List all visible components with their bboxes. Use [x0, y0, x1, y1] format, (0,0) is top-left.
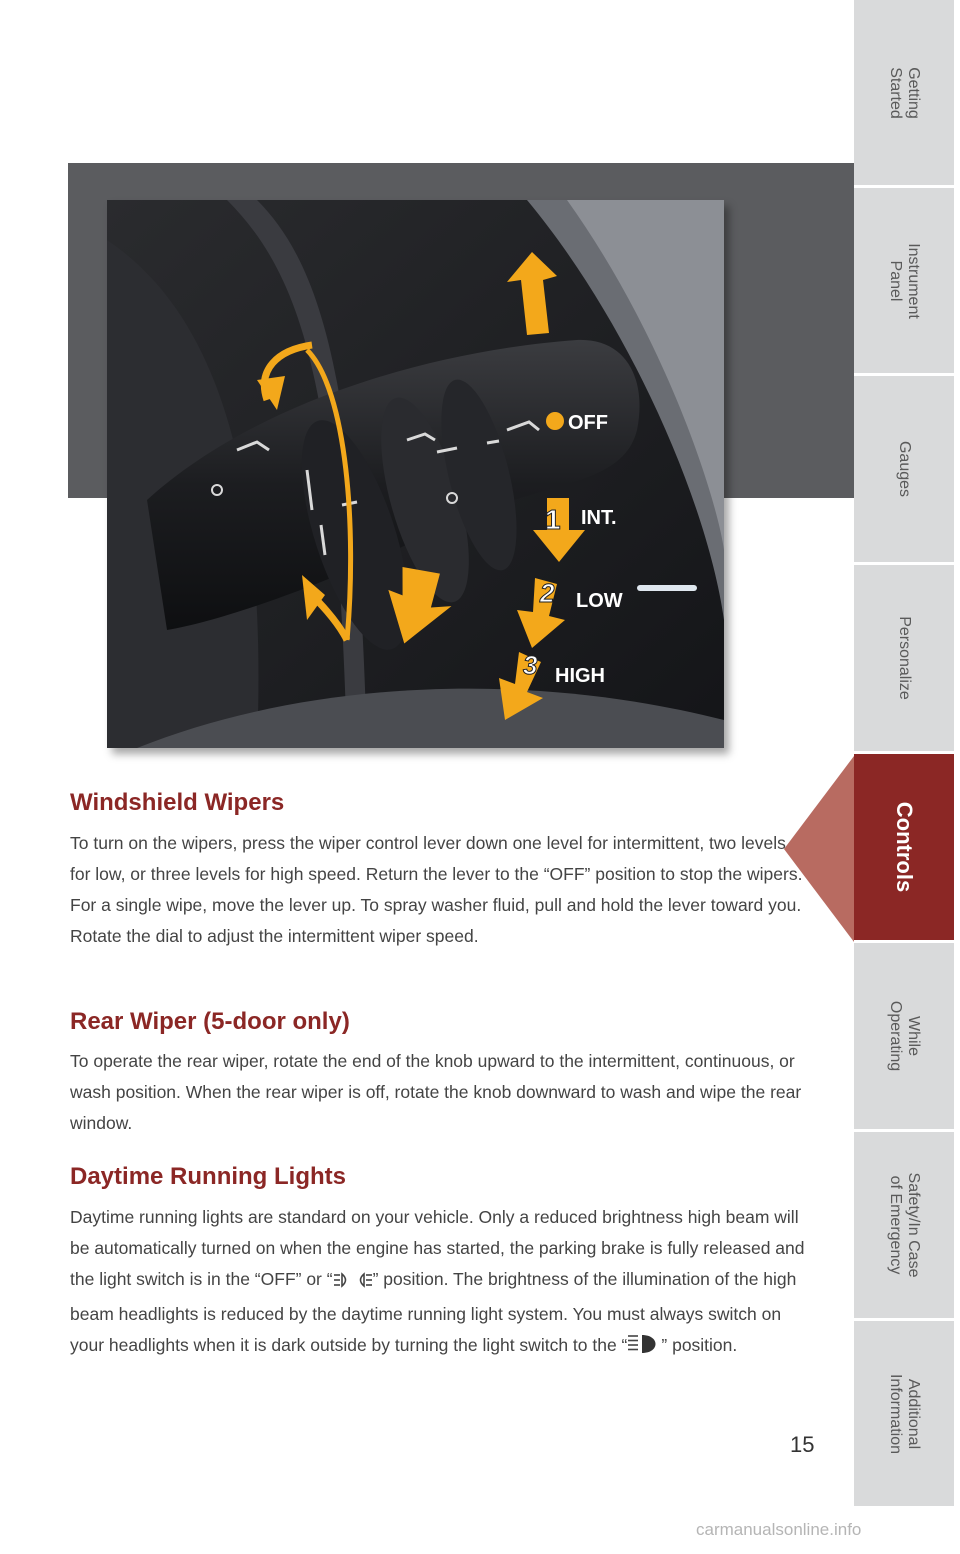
- high-label: HIGH: [555, 665, 605, 687]
- section-title-rear-wiper: Rear Wiper (5-door only): [70, 1008, 350, 1035]
- active-tab-wedge: [784, 756, 854, 942]
- tab-label: Additional Information: [887, 1373, 922, 1454]
- wiper-lever-photo: [107, 200, 724, 748]
- low-label: LOW: [576, 590, 623, 612]
- off-label: OFF: [568, 412, 608, 434]
- section-title-daytime-running-lights: Daytime Running Lights: [70, 1163, 346, 1190]
- headlight-icon: [627, 1333, 661, 1365]
- step-1-badge: 1: [545, 504, 561, 535]
- watermark: carmanualsonline.info: [696, 1520, 862, 1539]
- tab-label: Getting Started: [887, 66, 922, 119]
- drl-text-part-2: ” position. The brightness of the illumination of the high beam headlights is reduced by the daytime running light system. You must always switch on your headlights when it is dark outside by turning the light switch to the “: [70, 1269, 797, 1355]
- tab-controls[interactable]: [854, 754, 954, 943]
- tab-label: Controls: [892, 801, 917, 893]
- tab-instrument-panel[interactable]: [854, 188, 954, 376]
- section-body-daytime-running-lights: [70, 1202, 810, 1365]
- display-light-strip: [637, 585, 697, 591]
- tab-safety-emergency[interactable]: [854, 1132, 954, 1321]
- tab-label: Instrument Panel: [887, 242, 922, 319]
- tab-personalize[interactable]: [854, 565, 954, 754]
- drl-text-part-3: ” position.: [661, 1335, 738, 1355]
- tab-while-operating[interactable]: [854, 943, 954, 1132]
- section-body-rear-wiper: To operate the rear wiper, rotate the end of the knob upward to the intermittent, continuous, or wash position. When the rear wiper is off, rotate the knob downward to wash and wipe the rear window.: [70, 1051, 802, 1133]
- tab-label: While Operating: [887, 1000, 922, 1072]
- tab-label: Gauges: [896, 440, 913, 498]
- parking-light-icon: [333, 1268, 373, 1299]
- tab-label: Safety/In Case of Emergency: [887, 1172, 922, 1278]
- tab-label: Personalize: [896, 616, 913, 700]
- int-label: INT.: [581, 507, 617, 529]
- section-title-windshield-wipers: Windshield Wipers: [70, 789, 285, 816]
- step-2-badge: 2: [540, 578, 555, 608]
- step-3-badge: 3: [523, 650, 538, 680]
- tab-additional-information[interactable]: [854, 1321, 954, 1509]
- section-body-windshield-wipers: To turn on the wipers, press the wiper control lever down one level for intermittent, two levels for low, or three levels for high speed. Return the lever to the “OFF” position to stop the wipers. For a single wipe, move the lever up. To spray washer fluid, pull and hold the lever toward you. Rotate the dial to adjust the intermittent wiper speed.: [70, 833, 803, 946]
- tab-gauges[interactable]: [854, 376, 954, 565]
- tab-getting-started[interactable]: [854, 0, 954, 188]
- drl-text-part-1: Daytime running lights are standard on your vehicle. Only a reduced brightness high beam will be automatically turned on when the engine has started, the parking brake is fully released and the light switch is in the “OFF” or “: [70, 1207, 805, 1289]
- page-number: 15: [790, 1432, 815, 1457]
